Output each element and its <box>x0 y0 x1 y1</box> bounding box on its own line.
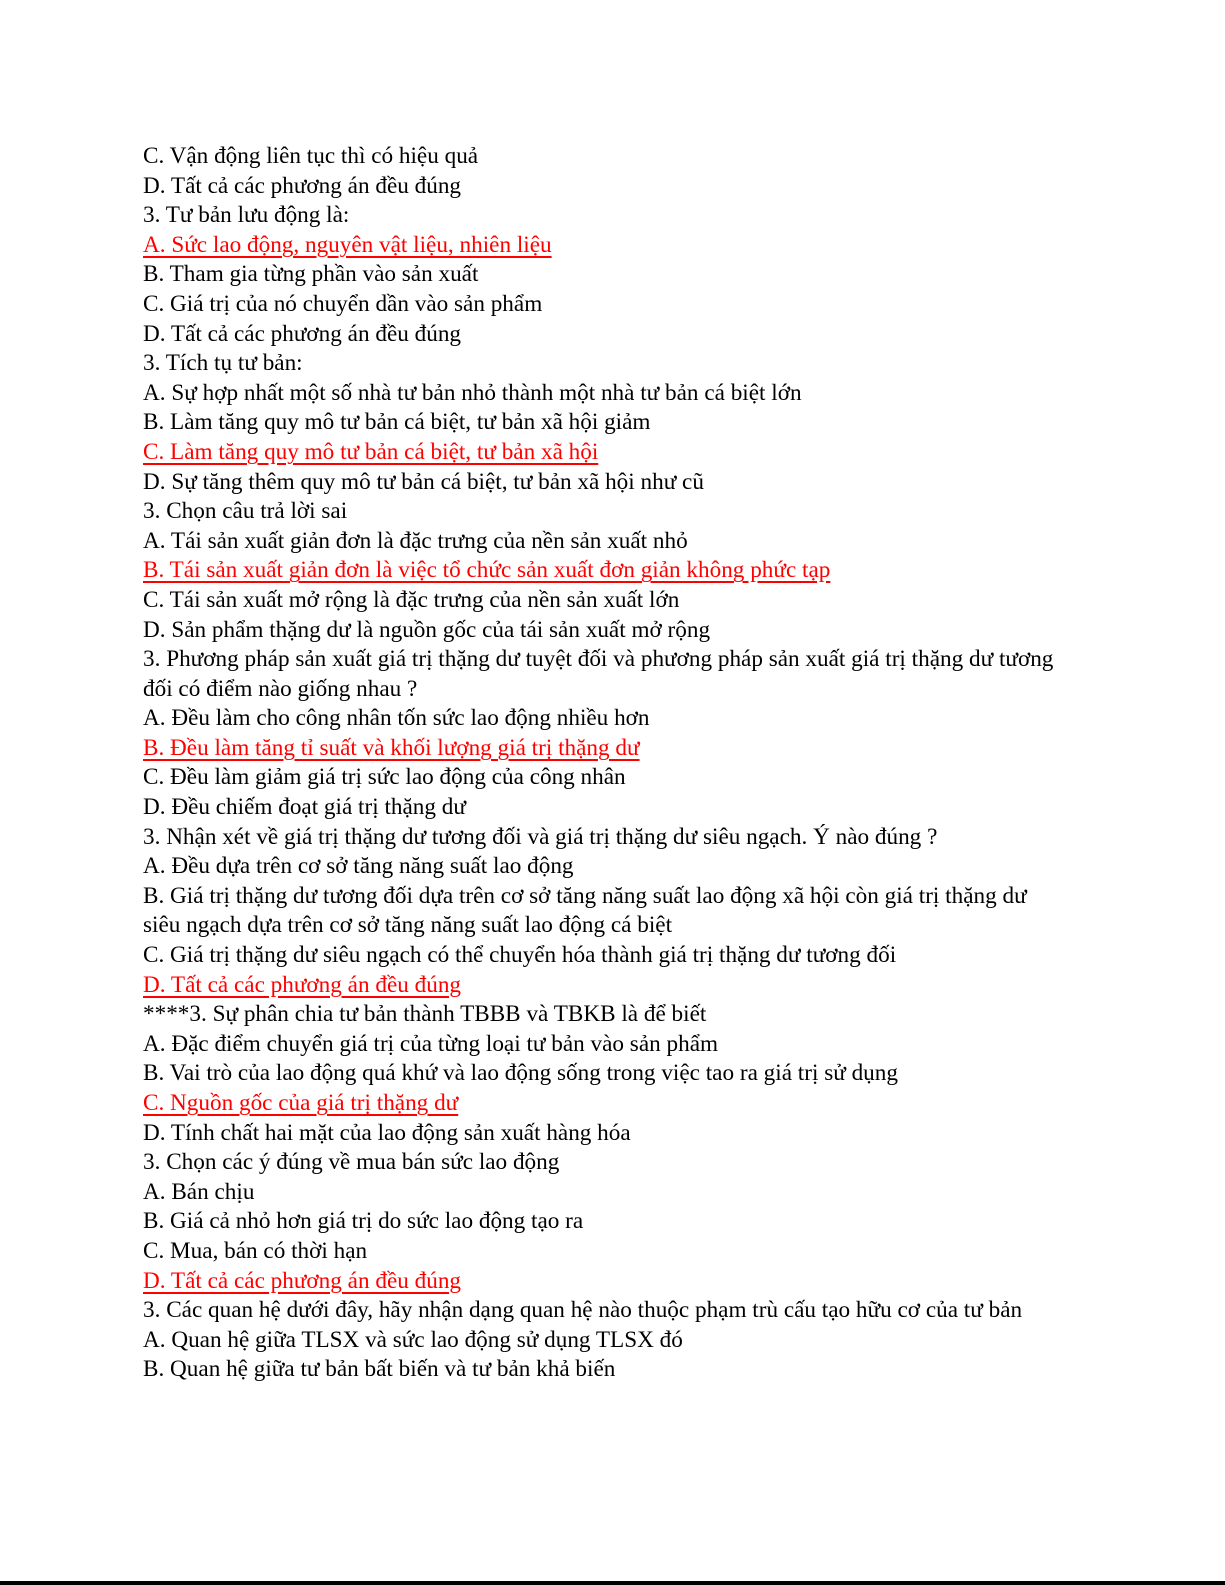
text-line: D. Sản phẩm thặng dư là nguồn gốc của tái sản xuất mở rộng <box>143 616 711 643</box>
text-line: ****3. Sự phân chia tư bản thành TBBB và TBKB là để biết <box>143 1001 707 1028</box>
text-line: A. Đặc điểm chuyển giá trị của từng loại tư bản vào sản phẩm <box>143 1030 719 1057</box>
text-line: A. Tái sản xuất giản đơn là đặc trưng của nền sản xuất nhỏ <box>143 527 688 554</box>
text-line: A. Sự hợp nhất một số nhà tư bản nhỏ thành một nhà tư bản cá biệt lớn <box>143 379 802 406</box>
text-line: D. Tất cả các phương án đều đúng <box>143 172 462 199</box>
text-line: B. Tham gia từng phần vào sản xuất <box>143 261 479 288</box>
text-line: C. Đều làm giảm giá trị sức lao động của công nhân <box>143 764 626 791</box>
text-line: C. Mua, bán có thời hạn <box>143 1237 368 1264</box>
highlighted-answer-line: D. Tất cả các phương án đều đúng <box>143 1267 462 1294</box>
text-line: 3. Các quan hệ dưới đây, hãy nhận dạng quan hệ nào thuộc phạm trù cấu tạo hữu cơ của tư bản <box>143 1297 1023 1324</box>
text-line: B. Quan hệ giữa tư bản bất biến và tư bản khả biến <box>143 1356 616 1383</box>
text-line: D. Sự tăng thêm quy mô tư bản cá biệt, tư bản xã hội như cũ <box>143 468 704 495</box>
text-line: C. Giá trị của nó chuyển dần vào sản phẩm <box>143 290 543 317</box>
question-list <box>143 142 1063 1385</box>
text-line: D. Tính chất hai mặt của lao động sản xuất hàng hóa <box>143 1119 631 1146</box>
text-line: A. Đều làm cho công nhân tốn sức lao động nhiều hơn <box>143 705 650 732</box>
highlighted-answer-line: A. Sức lao động, nguyên vật liệu, nhiên liệu <box>143 231 552 258</box>
text-line: C. Tái sản xuất mở rộng là đặc trưng của nền sản xuất lớn <box>143 586 680 613</box>
text-line: B. Vai trò của lao động quá khứ và lao động sống trong việc tao ra giá trị sử dụng <box>143 1060 898 1087</box>
text-line: C. Vận động liên tục thì có hiệu quả <box>143 143 479 169</box>
text-line: 3. Tư bản lưu động là: <box>143 202 350 229</box>
highlighted-answer-line: B. Đều làm tăng tỉ suất và khối lượng giá trị thặng dư <box>143 734 640 761</box>
text-line: A. Quan hệ giữa TLSX và sức lao động sử dụng TLSX đó <box>143 1326 683 1353</box>
highlighted-answer-line: B. Tái sản xuất giản đơn là việc tổ chức sản xuất đơn giản không phức tạp <box>143 557 831 584</box>
text-line: A. Bán chịu <box>143 1178 255 1205</box>
text-line: C. Giá trị thặng dư siêu ngạch có thể chuyển hóa thành giá trị thặng dư tương đối <box>143 942 897 969</box>
text-line: 3. Nhận xét về giá trị thặng dư tương đối và giá trị thặng dư siêu ngạch. Ý nào đúng ? <box>143 823 938 850</box>
text-line: A. Đều dựa trên cơ sở tăng năng suất lao động <box>143 853 574 880</box>
text-line: B. Làm tăng quy mô tư bản cá biệt, tư bản xã hội giảm <box>143 409 651 436</box>
text-line: 3. Tích tụ tư bản: <box>143 350 303 377</box>
page-bottom-rule <box>0 1581 1225 1585</box>
highlighted-answer-line: C. Làm tăng quy mô tư bản cá biệt, tư bản xã hội <box>143 438 599 465</box>
highlighted-answer-line: D. Tất cả các phương án đều đúng <box>143 971 462 998</box>
text-line: 3. Chọn câu trả lời sai <box>143 498 348 525</box>
text-line: 3. Phương pháp sản xuất giá trị thặng dư tuyệt đối và phương pháp sản xuất giá trị thặng dư tương đối có điểm nào giống nhau ? <box>143 646 1054 702</box>
text-line: B. Giá trị thặng dư tương đối dựa trên cơ sở tăng năng suất lao động xã hội còn giá trị thặng dư siêu ngạch dựa trên cơ sở tăng năng suất lao động cá biệt <box>143 882 1027 939</box>
text-line: D. Tất cả các phương án đều đúng <box>143 320 462 347</box>
text-line: D. Đều chiếm đoạt giá trị thặng dư <box>143 794 466 821</box>
text-line: 3. Chọn các ý đúng về mua bán sức lao động <box>143 1149 560 1176</box>
text-line: B. Giá cả nhỏ hơn giá trị do sức lao động tạo ra <box>143 1208 584 1235</box>
highlighted-answer-line: C. Nguồn gốc của giá trị thặng dư <box>143 1090 459 1116</box>
